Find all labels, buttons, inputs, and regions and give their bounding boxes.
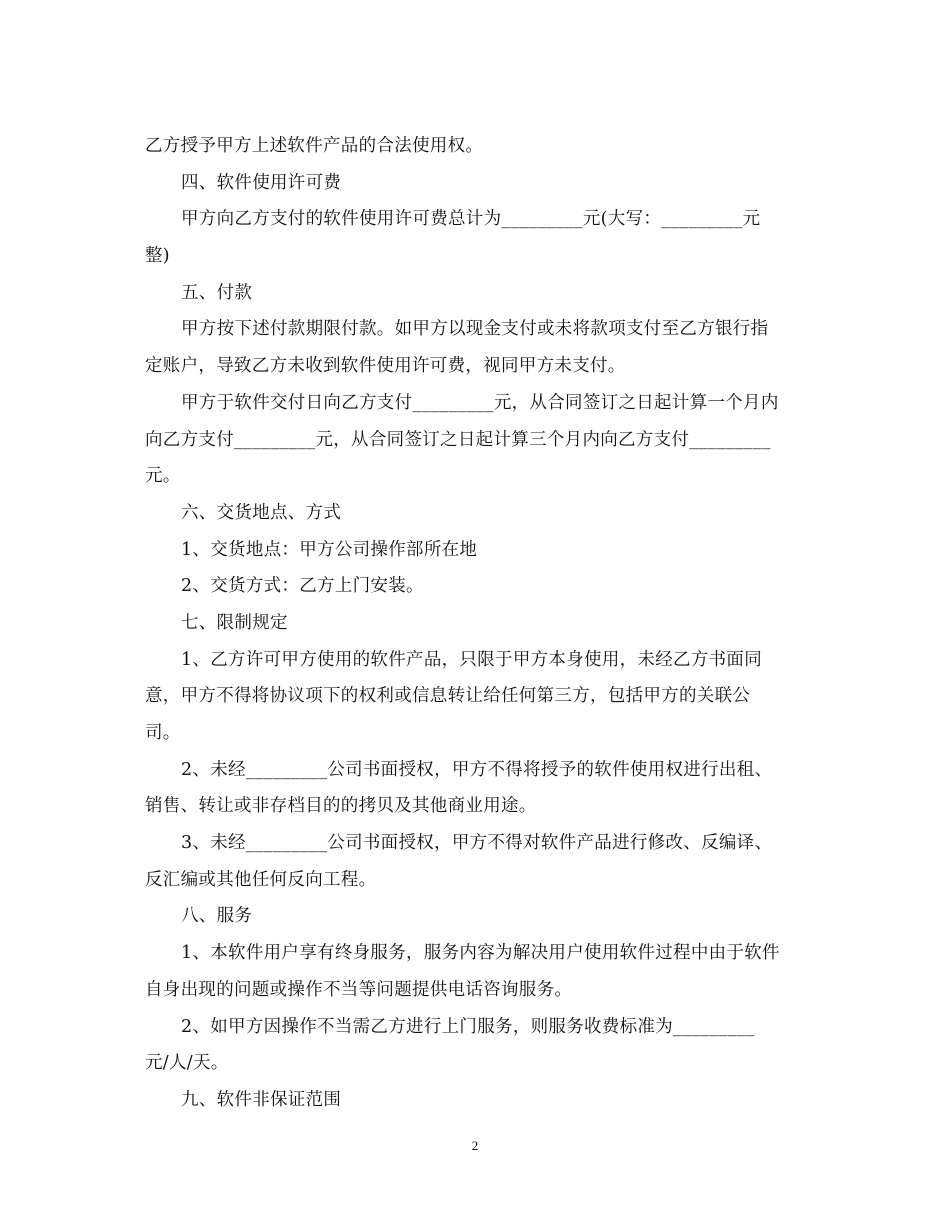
text-line: 定账户，导致乙方未收到软件使用许可费，视同甲方未支付。 (145, 356, 626, 377)
section-heading: 五、付款 (181, 282, 253, 303)
text-line: 甲方于软件交付日向乙方支付_________元，从合同签订之日起计算一个月内 (181, 392, 779, 413)
section-heading: 九、软件非保证范围 (181, 1089, 342, 1110)
text-line: 2、交货方式：乙方上门安装。 (181, 576, 424, 597)
text-line: 自身出现的问题或操作不当等问题提供电话咨询服务。 (145, 979, 573, 1000)
text-line: 3、未经_________公司书面授权，甲方不得对软件产品进行修改、反编译、 (181, 833, 773, 854)
text-line: 销售、转让或非存档目的的拷贝及其他商业用途。 (145, 796, 537, 817)
text-line: 2、如甲方因操作不当需乙方进行上门服务，则服务收费标准为_________ (181, 1016, 755, 1037)
text-line: 1、本软件用户享有终身服务，服务内容为解决用户使用软件过程中由于软件 (181, 943, 780, 964)
text-line: 1、交货地点：甲方公司操作部所在地 (181, 539, 478, 560)
text-line: 整) (145, 246, 170, 267)
text-line: 乙方授予甲方上述软件产品的合法使用权。 (145, 136, 484, 156)
text-line: 甲方按下述付款期限付款。如甲方以现金支付或未将款项支付至乙方银行指 (181, 319, 769, 340)
text-line: 元。 (145, 466, 181, 487)
page-number: 2 (471, 1138, 479, 1153)
text-line: 甲方向乙方支付的软件使用许可费总计为_________元(大写：_________元 (181, 209, 761, 230)
text-line: 元/人/天。 (145, 1053, 229, 1074)
document-body (145, 128, 815, 1119)
section-heading: 八、服务 (181, 906, 253, 927)
text-line: 意，甲方不得将协议项下的权利或信息转让给任何第三方，包括甲方的关联公 (145, 686, 751, 707)
text-line: 1、乙方许可甲方使用的软件产品，只限于甲方本身使用，未经乙方书面同 (181, 649, 763, 670)
section-heading: 七、限制规定 (181, 612, 288, 633)
text-line: 向乙方支付_________元，从合同签订之日起计算三个月内向乙方支付_________ (145, 429, 771, 450)
section-heading: 四、软件使用许可费 (181, 172, 342, 193)
text-line: 司。 (145, 723, 181, 743)
text-line: 2、未经_________公司书面授权，甲方不得将授予的软件使用权进行出租、 (181, 759, 773, 780)
section-heading: 六、交货地点、方式 (181, 502, 342, 523)
text-line: 反汇编或其他任何反向工程。 (145, 869, 377, 890)
